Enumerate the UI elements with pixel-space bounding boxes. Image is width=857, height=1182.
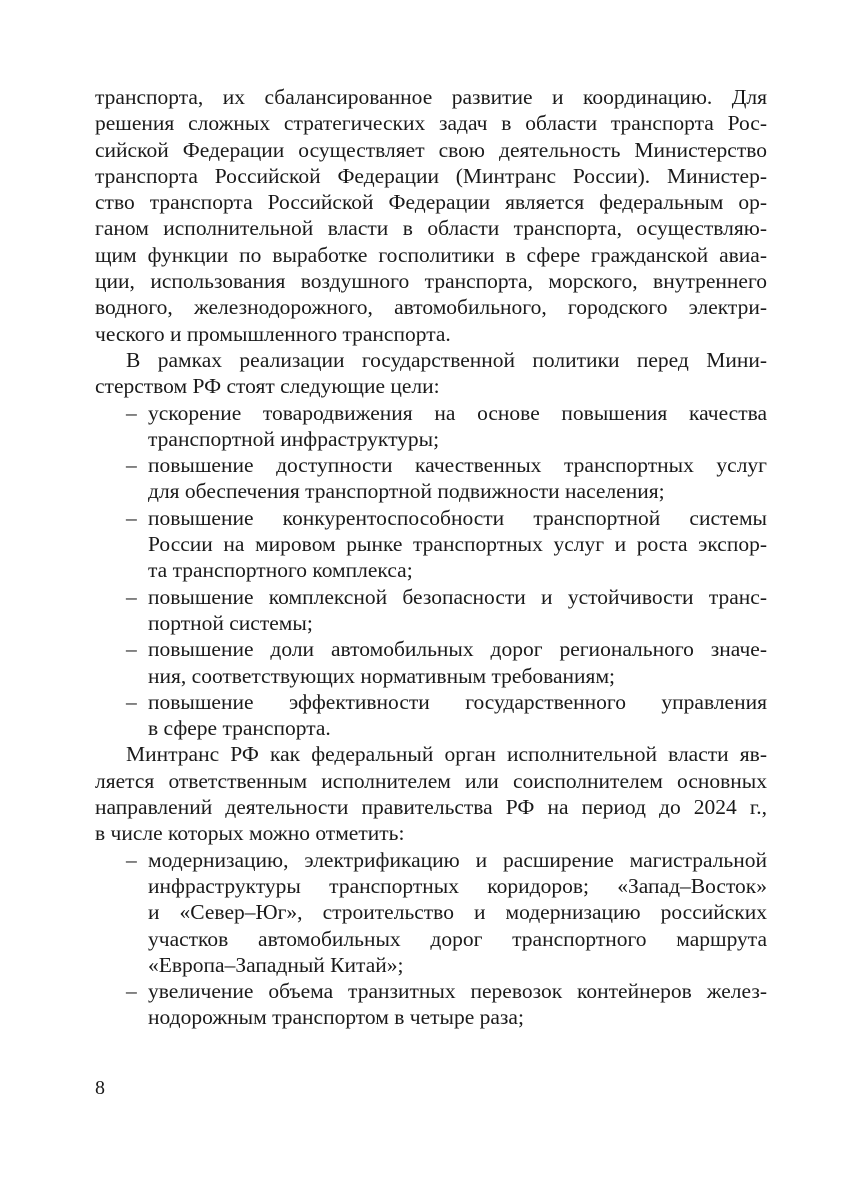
paragraph-goals-intro	[95, 347, 767, 400]
page-number: 8	[95, 1077, 105, 1099]
text-line: транспорта, их сбалансированное развитие и координацию. Для	[95, 85, 767, 109]
text-line: России на мировом рынке транспортных услуг и роста экспор-	[148, 532, 767, 557]
list-item	[95, 505, 767, 584]
list-item	[95, 978, 767, 1031]
list-dash: –	[126, 847, 137, 872]
text-line: в числе которых можно отметить:	[95, 821, 405, 846]
text-line: транспортной инфраструктуры;	[148, 426, 440, 451]
text-line: водного, железнодорожного, автомобильного, городского электри-	[95, 295, 767, 320]
text-line: щим функции по выработке госполитики в сфере гражданской авиа-	[95, 242, 767, 267]
text-line: направлений деятельности правительства РФ на период до 2024 г.,	[95, 795, 767, 820]
text-line: ускорение товародвижения на основе повышения качества	[148, 400, 767, 425]
text-line: повышение эффективности государственного управления	[148, 689, 767, 714]
text-line: решения сложных стратегических задач в области транспорта Рос-	[95, 111, 767, 136]
text-line: повышение комплексной безопасности и устойчивости транс-	[148, 584, 767, 609]
text-line: для обеспечения транспортной подвижности населения;	[148, 479, 665, 504]
text-line: ганом исполнительной власти в области транспорта, осуществляю-	[95, 216, 767, 241]
list-item	[95, 636, 767, 689]
text-line: В рамках реализации государственной политики перед Мини-	[126, 347, 767, 372]
text-line: Минтранс РФ как федеральный орган исполнительной власти яв-	[126, 742, 767, 767]
list-dash: –	[126, 453, 137, 478]
list-dash: –	[126, 505, 137, 530]
directions-list	[95, 847, 767, 1031]
page-body	[95, 84, 767, 1031]
text-line: ческого и промышленного транспорта.	[95, 321, 451, 346]
text-line: участков автомобильных дорог транспортного маршрута	[148, 926, 767, 951]
text-line: та транспортного комплекса;	[148, 558, 413, 583]
text-line: повышение доли автомобильных дорог регионального значе-	[148, 637, 767, 662]
list-item	[95, 689, 767, 742]
list-dash: –	[126, 979, 137, 1004]
list-dash: –	[126, 689, 137, 714]
text-line: инфраструктуры транспортных коридоров; «Запад–Восток»	[148, 873, 767, 898]
text-line: модернизацию, электрификацию и расширение магистральной	[148, 847, 767, 872]
text-line: повышение доступности качественных транспортных услуг	[148, 453, 767, 478]
text-line: ство транспорта Российской Федерации является федеральным ор-	[95, 190, 767, 215]
list-item	[95, 452, 767, 505]
list-item	[95, 400, 767, 453]
paragraph-intro	[95, 84, 767, 347]
text-line: сийской Федерации осуществляет свою деятельность Министерство	[95, 137, 767, 162]
goals-list	[95, 400, 767, 742]
text-line: и «Север–Юг», строительство и модернизацию российских	[148, 900, 767, 925]
text-line: портной системы;	[148, 610, 313, 635]
list-dash: –	[126, 400, 137, 425]
text-line: стерством РФ стоят следующие цели:	[95, 374, 440, 399]
list-item	[95, 584, 767, 637]
list-dash: –	[126, 584, 137, 609]
text-line: ции, использования воздушного транспорта, морского, внутреннего	[95, 269, 767, 294]
text-line: увеличение объема транзитных перевозок контейнеров желез-	[148, 979, 767, 1004]
paragraph-directions-intro	[95, 741, 767, 846]
list-item	[95, 847, 767, 978]
text-line: в сфере транспорта.	[148, 716, 331, 741]
text-line: «Европа–Западный Китай»;	[148, 952, 404, 977]
text-line: ляется ответственным исполнителем или соисполнителем основных	[95, 768, 767, 793]
text-line: ния, соответствующих нормативным требованиям;	[148, 663, 616, 688]
text-line: транспорта Российской Федерации (Минтранс России). Министер-	[95, 163, 767, 188]
text-line: повышение конкурентоспособности транспортной системы	[148, 505, 767, 530]
list-dash: –	[126, 637, 137, 662]
text-line: нодорожным транспортом в четыре раза;	[148, 1005, 524, 1030]
